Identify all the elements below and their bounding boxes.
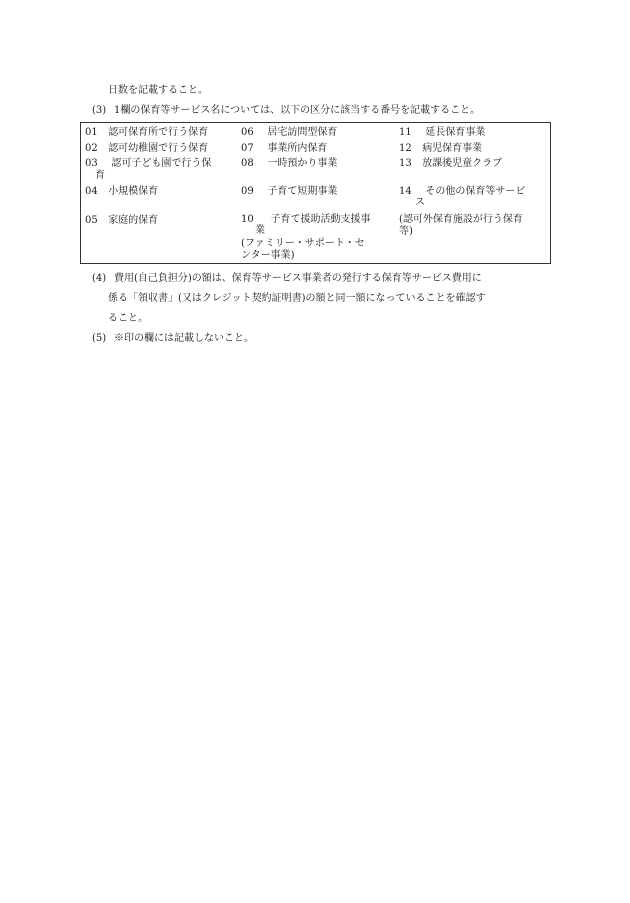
category-13: 13 放課後児童クラブ <box>399 158 503 169</box>
category-10: 10 子育て援助活動支援事 <box>241 214 371 225</box>
category-11: 11 延長保育事業 <box>399 127 486 138</box>
category-10-wrap: 業 <box>255 225 265 236</box>
category-02: 02 認可幼稚園で行う保育 <box>85 143 209 154</box>
category-05: 05 家庭的保育 <box>85 215 159 226</box>
category-14-note-2: 等) <box>399 226 413 237</box>
category-12: 12 病児保育事業 <box>399 143 483 154</box>
note-4-line-3: ること。 <box>108 313 148 324</box>
service-category-table <box>80 122 551 264</box>
category-14-wrap: ス <box>415 197 425 208</box>
note-5 <box>92 332 254 346</box>
note-continuation: 日数を記載すること。 <box>108 85 208 96</box>
note-3-text: 1欄の保育等サービス名については、以下の区分に該当する番号を記載すること。 <box>114 105 481 116</box>
category-14: 14 その他の保育等サービ <box>399 186 526 197</box>
note-4-line-2: 係る「領収書」(又はクレジット契約証明書)の額と同一額になっていることを確認す <box>108 293 486 304</box>
note-5-number: (5) <box>92 333 107 344</box>
category-14-note-1: (認可外保育施設が行う保育 <box>399 214 523 225</box>
category-01: 01 認可保育所で行う保育 <box>85 127 209 138</box>
category-04: 04 小規模保育 <box>85 186 159 197</box>
note-3-number: (3) <box>92 105 107 116</box>
category-09: 09 子育て短期事業 <box>241 186 338 197</box>
category-10-note-2: ンター事業) <box>241 250 295 261</box>
category-08: 08 一時預かり事業 <box>241 158 338 169</box>
category-10-note-1: (ファミリー・サポート・セ <box>241 238 365 249</box>
category-06: 06 居宅訪問型保育 <box>241 127 338 138</box>
category-07: 07 事業所内保育 <box>241 143 328 154</box>
note-3 <box>92 104 480 118</box>
category-03-wrap: 育 <box>95 170 105 181</box>
note-4-number: (4) <box>92 273 107 284</box>
note-4 <box>92 272 482 286</box>
note-4-line-1: 費用(自己負担分)の額は、保育等サービス事業者の発行する保育等サービス費用に <box>114 273 482 284</box>
category-03: 03 認可子ども園で行う保 <box>85 158 212 169</box>
note-5-text: ※印の欄には記載しないこと。 <box>114 333 254 344</box>
